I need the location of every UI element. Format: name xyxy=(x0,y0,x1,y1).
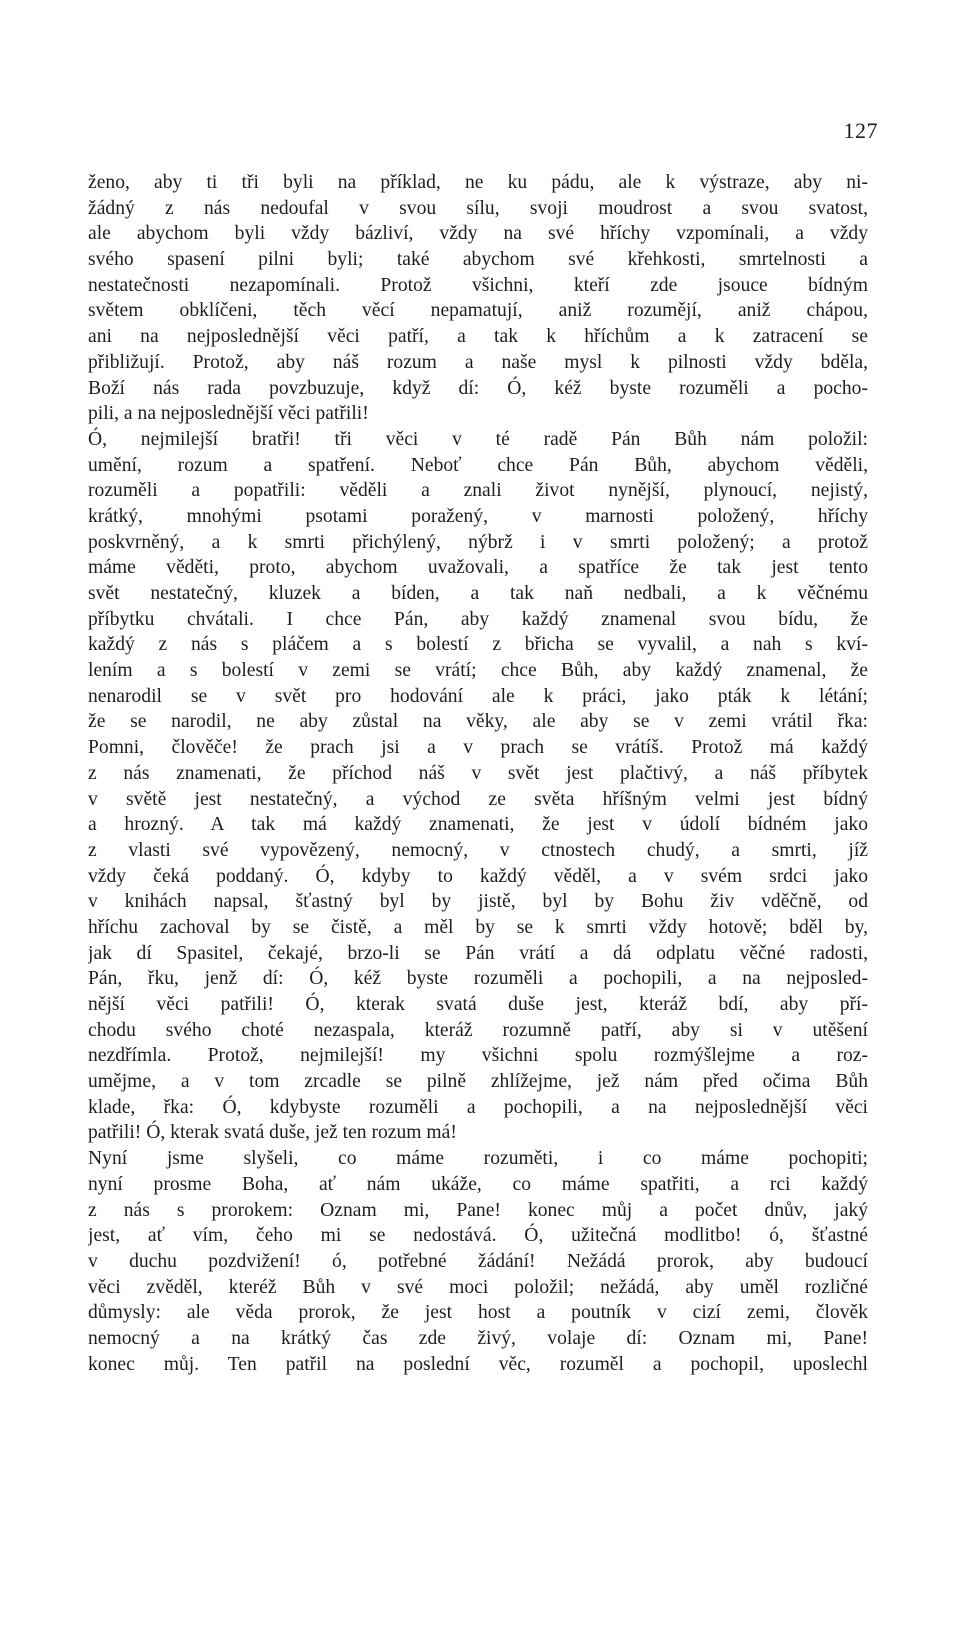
text-line: umění, rozum a spatření. Neboť chce Pán Bůh, abychom věděli, xyxy=(88,454,868,476)
body-text xyxy=(88,170,868,1377)
text-line: světem obklíčeni, těch věcí nepamatují, aniž rozumějí, aniž chápou, xyxy=(88,300,868,322)
text-line: nenarodil se v svět pro hodování ale k práci, jako pták k létání; xyxy=(88,685,868,707)
text-line: nyní prosme Boha, ať nám ukáže, co máme spatřiti, a rci každý xyxy=(88,1173,868,1195)
text-line: konec můj. Ten patřil na poslední věc, rozuměl a pochopil, uposlechl xyxy=(88,1353,868,1375)
text-line: Nyní jsme slyšeli, co máme rozuměti, i co máme pochopiti; xyxy=(88,1148,868,1170)
text-line: máme věděti, proto, abychom uvažovali, a spatříce že tak jest tento xyxy=(88,557,868,579)
text-line: Pán, řku, jenž dí: Ó, kéž byste rozuměli a pochopili, a na nejposled- xyxy=(88,968,868,990)
text-line: v světě jest nestatečný, a východ ze světa hříšným velmi jest bídný xyxy=(88,788,868,810)
text-line: rozuměli a popatřili: věděli a znali život nynější, plynoucí, nejistý, xyxy=(88,480,868,502)
text-line: z nás znamenati, že příchod náš v svět jest plačtivý, a náš příbytek xyxy=(88,762,868,784)
text-line: důmysly: ale věda prorok, že jest host a poutník v cizí zemi, člověk xyxy=(88,1302,868,1324)
text-line: svého spasení pilni byli; také abychom své křehkosti, smrtelnosti a xyxy=(88,249,868,271)
text-line: pili, a na nejposlednější věci patřili! xyxy=(88,403,369,425)
page-number: 127 xyxy=(843,118,878,143)
text-line: věci zvěděl, kteréž Bůh v své moci položil; nežádá, aby uměl rozličné xyxy=(88,1276,868,1298)
text-line: každý z nás s pláčem a s bolestí z břicha se vyvalil, a nah s kví- xyxy=(88,634,868,656)
text-line: svět nestatečný, kluzek a bíden, a tak naň nedbali, a k věčnému xyxy=(88,583,868,604)
text-line: krátký, mnohými psotami poražený, v marnosti položený, hříchy xyxy=(88,505,868,527)
text-line: nemocný a na krátký čas zde živý, volaje dí: Oznam mi, Pane! xyxy=(88,1327,868,1349)
text-line: patřili! Ó, kterak svatá duše, jež ten rozum má! xyxy=(88,1122,457,1144)
text-line: v knihách napsal, šťastný byl by jistě, byl by Bohu živ vděčně, od xyxy=(88,891,868,913)
text-line: v duchu pozdvižení! ó, potřebné žádání! Nežádá prorok, aby budoucí xyxy=(88,1250,868,1272)
text-line: z nás s prorokem: Oznam mi, Pane! konec můj a počet dnův, jaký xyxy=(88,1199,868,1221)
text-line: příbytku chvátali. I chce Pán, aby každý znamenal svou bídu, že xyxy=(88,608,868,630)
text-line: nestatečnosti nezapomínali. Protož všichni, kteří zde jsouce bídným xyxy=(88,274,868,296)
text-line: poskvrněný, a k smrti přichýlený, nýbrž i v smrti položený; a protož xyxy=(88,531,868,553)
text-line: Ó, nejmilejší bratři! tři věci v té radě Pán Bůh nám položil: xyxy=(88,428,868,450)
text-line: umějme, a v tom zrcadle se pilně zhlížejme, jež nám před očima Bůh xyxy=(88,1071,868,1093)
text-line: přibližují. Protož, aby náš rozum a naše mysl k pilnosti vždy bděla, xyxy=(88,351,868,373)
text-line: chodu svého choté nezaspala, kteráž rozumně patří, aby si v utěšení xyxy=(88,1019,868,1041)
text-line: ani na nejposlednější věci patří, a tak k hříchům a k zatracení se xyxy=(88,326,868,348)
text-line: a hrozný. A tak má každý znamenati, že jest v údolí bídném jako xyxy=(88,814,868,836)
text-line: jak dí Spasitel, čekajé, brzo-li se Pán vrátí a dá odplatu věčné radosti, xyxy=(88,942,868,964)
text-line: ale abychom byli vždy bázliví, vždy na své hříchy vzpomínali, a vždy xyxy=(88,223,868,245)
text-line: ženo, aby ti tři byli na příklad, ne ku pádu, ale k výstraze, aby ni- xyxy=(88,172,868,193)
text-line: nezdřímla. Protož, nejmilejší! my všichni spolu rozmýšlejme a roz- xyxy=(88,1045,868,1067)
text-line: lením a s bolestí v zemi se vrátí; chce Bůh, aby každý znamenal, že xyxy=(88,660,868,682)
text-line: nější věci patřili! Ó, kterak svatá duše jest, kteráž bdí, aby pří- xyxy=(88,994,868,1015)
text-line: že se narodil, ne aby zůstal na věky, ale aby se v zemi vrátil řka: xyxy=(88,711,868,733)
text-line: žádný z nás nedoufal v svou sílu, svoji moudrost a svou svatost, xyxy=(88,197,868,219)
text-line: Pomni, člověče! že prach jsi a v prach se vrátíš. Protož má každý xyxy=(88,737,868,759)
text-line: vždy čeká poddaný. Ó, kdyby to každý věděl, a v svém srdci jako xyxy=(88,865,868,887)
text-line: hříchu zachoval by se čistě, a měl by se k smrti vždy hotově; bděl by, xyxy=(88,916,868,938)
text-line: z vlasti své vypovězený, nemocný, v ctnostech chudý, a smrti, jíž xyxy=(88,839,868,861)
text-line: Boží nás rada povzbuzuje, když dí: Ó, kéž byste rozuměli a pocho- xyxy=(88,377,868,399)
text-line: jest, ať vím, čeho mi se nedostává. Ó, užitečná modlitbo! ó, šťastné xyxy=(88,1225,868,1247)
text-line: klade, řka: Ó, kdybyste rozuměli a pochopili, a na nejposlednější věci xyxy=(88,1096,868,1118)
